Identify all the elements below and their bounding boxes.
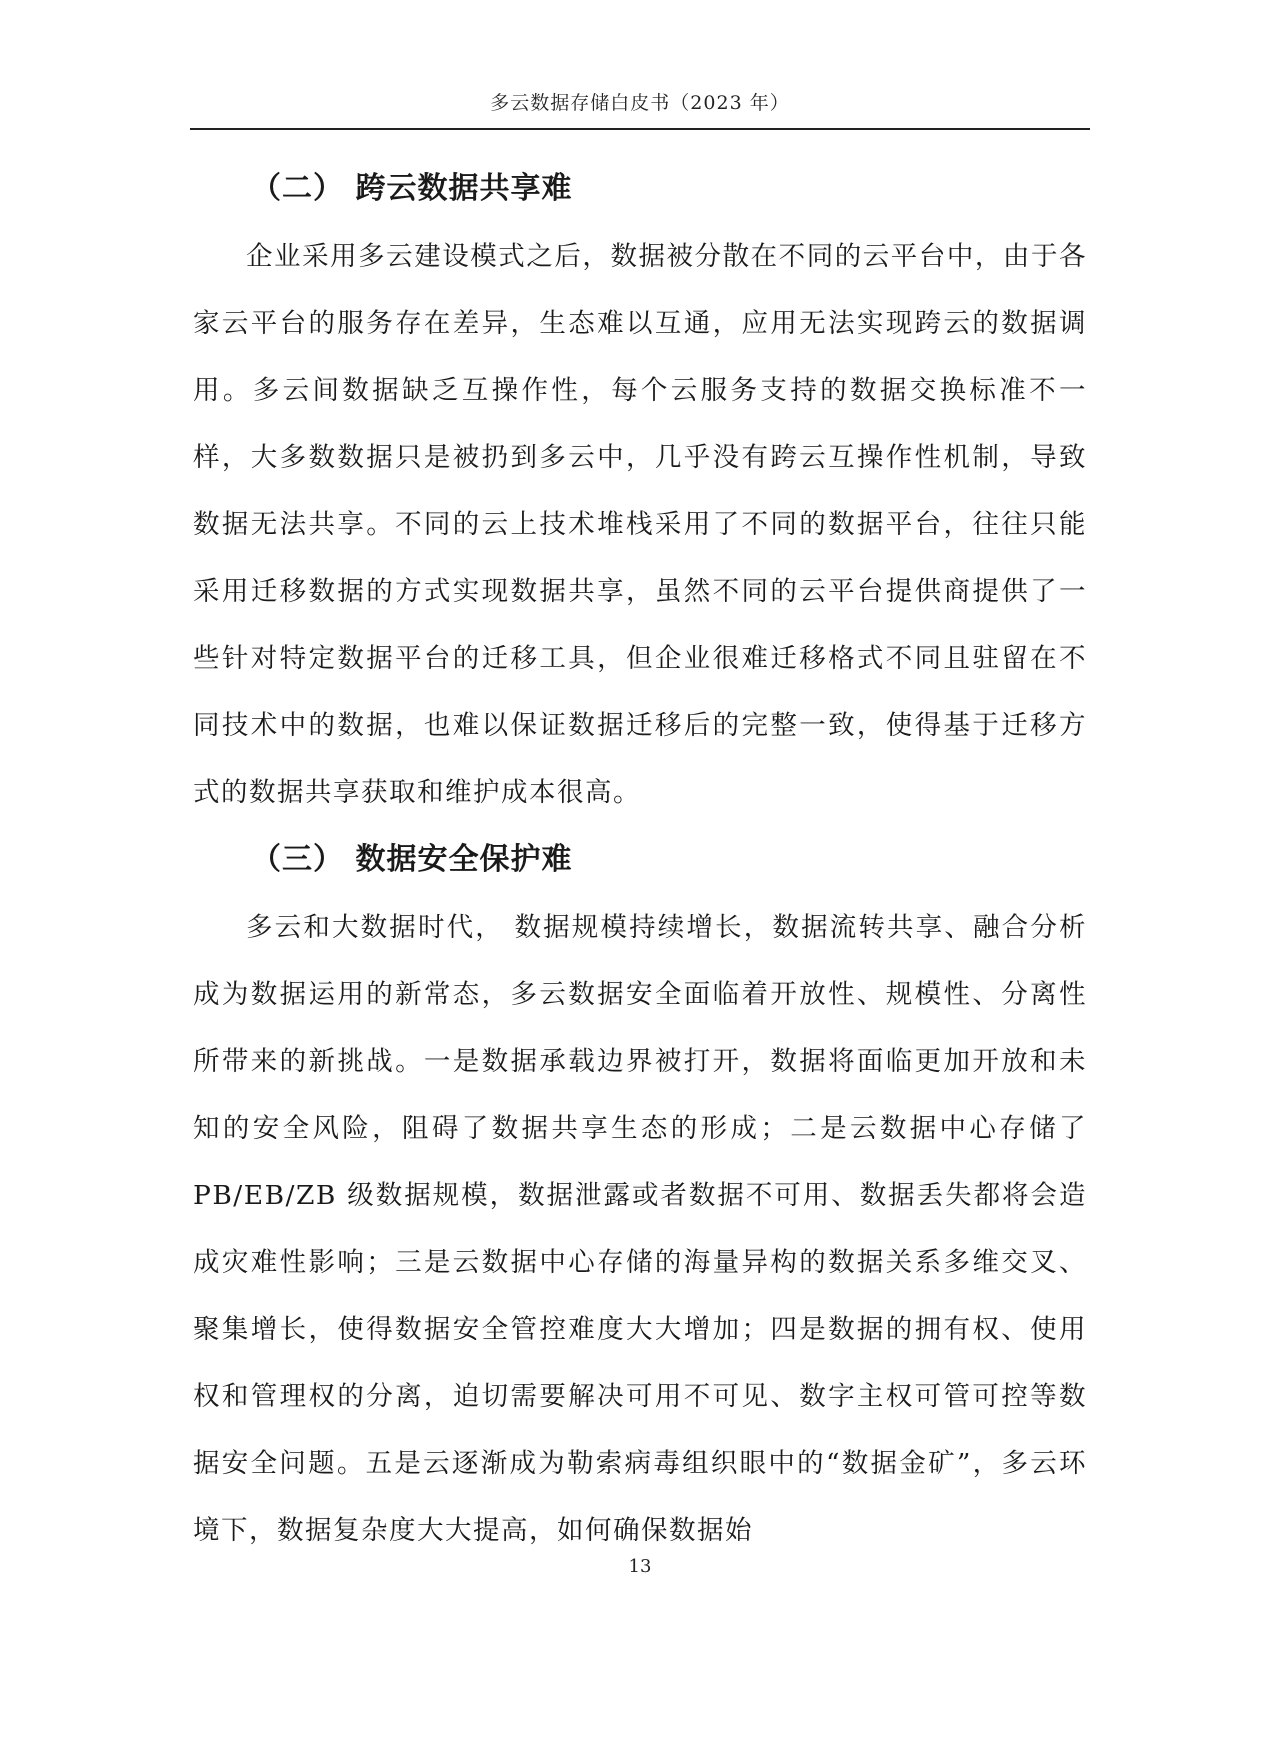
header-divider	[190, 128, 1090, 130]
section-heading-data-security: （三） 数据安全保护难	[251, 842, 573, 877]
section-heading-cross-cloud-sharing: （二） 跨云数据共享难	[251, 171, 573, 206]
section-paragraph-data-security: 多云和大数据时代， 数据规模持续增长，数据流转共享、融合分析成为数据运用的新常态，多云数据安全面临着开放性、规模性、分离性所带来的新挑战。一是数据承载边界被打开，数据将面临更加开放和未知的安全风险，阻碍了数据共享生态的形成；二是云数据中心存储了 PB/EB/ZB 级数据规模，数据泄露或者数据不可用、数据丢失都将会造成灾难性影响；三是云数据中心存储的海量异构的数据关系多维交叉、聚集增长，使得数据安全管控难度大大增加；四是数据的拥有权、使用权和管理权的分离，迫切需要解决可用不可见、数字主权可管可控等数据安全问题。五是云逐渐成为勒索病毒组织眼中的“数据金矿”，多云环境下，数据复杂度大大提高，如何确保数据始	[193, 912, 1087, 1546]
page-number: 13	[628, 1556, 652, 1577]
running-header: 多云数据存储白皮书（2023 年）	[490, 92, 790, 114]
page-body	[193, 155, 1087, 1564]
section-paragraph-cross-cloud-sharing: 企业采用多云建设模式之后，数据被分散在不同的云平台中，由于各家云平台的服务存在差异，生态难以互通，应用无法实现跨云的数据调用。多云间数据缺乏互操作性，每个云服务支持的数据交换标准不一样，大多数数据只是被扔到多云中，几乎没有跨云互操作性机制，导致数据无法共享。不同的云上技术堆栈采用了不同的数据平台，往往只能采用迁移数据的方式实现数据共享，虽然不同的云平台提供商提供了一些针对特定数据平台的迁移工具，但企业很难迁移格式不同且驻留在不同技术中的数据，也难以保证数据迁移后的完整一致，使得基于迁移方式的数据共享获取和维护成本很高。	[193, 241, 1087, 808]
